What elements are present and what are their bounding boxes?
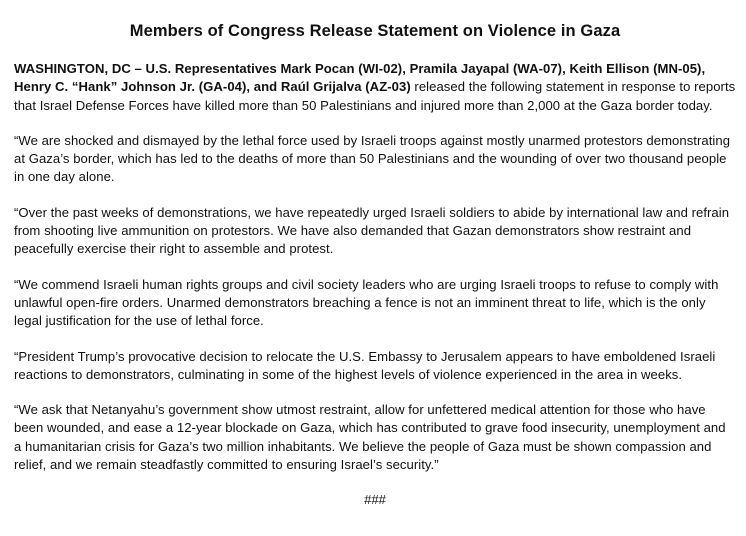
intro-paragraph bbox=[14, 60, 736, 115]
statement-paragraph-2: “Over the past weeks of demonstrations, we have repeatedly urged Israeli soldiers to abide by international law and refrain from shooting live ammunition on protestors. We have also demanded that Gazan demonstrators show restraint and peacefully exercise their right to assemble and protest. bbox=[14, 204, 730, 257]
statement-paragraph-3: “We commend Israeli human rights groups and civil society leaders who are urging Israeli troops to refuse to comply with unlawful open-fire orders. Unarmed demonstrators breaching a fence is not an imminent threat to life, which is the only legal justification for the use of lethal force. bbox=[14, 276, 719, 329]
document-title: Members of Congress Release Statement on Violence in Gaza bbox=[129, 22, 621, 40]
intro-rest: released the following statement in response to reports that Israel Defense Forces have killed more than 50 Palestinians and injured more than 2,000 at the Gaza border today. bbox=[14, 79, 736, 113]
statement-paragraph-1: “We are shocked and dismayed by the lethal force used by Israeli troops against mostly unarmed protestors demonstrating at Gaza’s border, which has led to the deaths of more than 50 Palestinians and the wounding of over two thousand people in one day alone. bbox=[14, 132, 731, 185]
statement-paragraph-4: “President Trump’s provocative decision to relocate the U.S. Embassy to Jerusalem appears to have emboldened Israeli reactions to demonstrators, culminating in some of the highest levels of violence experienced in the area in weeks. bbox=[14, 348, 716, 382]
statement-paragraph-5: “We ask that Netanyahu’s government show utmost restraint, allow for unfettered medical attention for those who have been wounded, and ease a 12-year blockade on Gaza, which has contributed to grave food insecurity, unemployment and a humanitarian crisis for Gaza’s two million inhabitants. We believe the people of Gaza must be shown compassion and relief, and we remain steadfastly committed to ensuring Israel’s security.” bbox=[14, 402, 726, 473]
intro-lead: WASHINGTON, DC – U.S. Representatives Mark Pocan (WI-02), Pramila Jayapal (WA-07), Keith Ellison (MN-05), Henry C. “Hank” Johnson Jr. (GA-04), and Raúl Grijalva (AZ-03) bbox=[14, 61, 706, 95]
end-mark: ### bbox=[364, 492, 386, 508]
